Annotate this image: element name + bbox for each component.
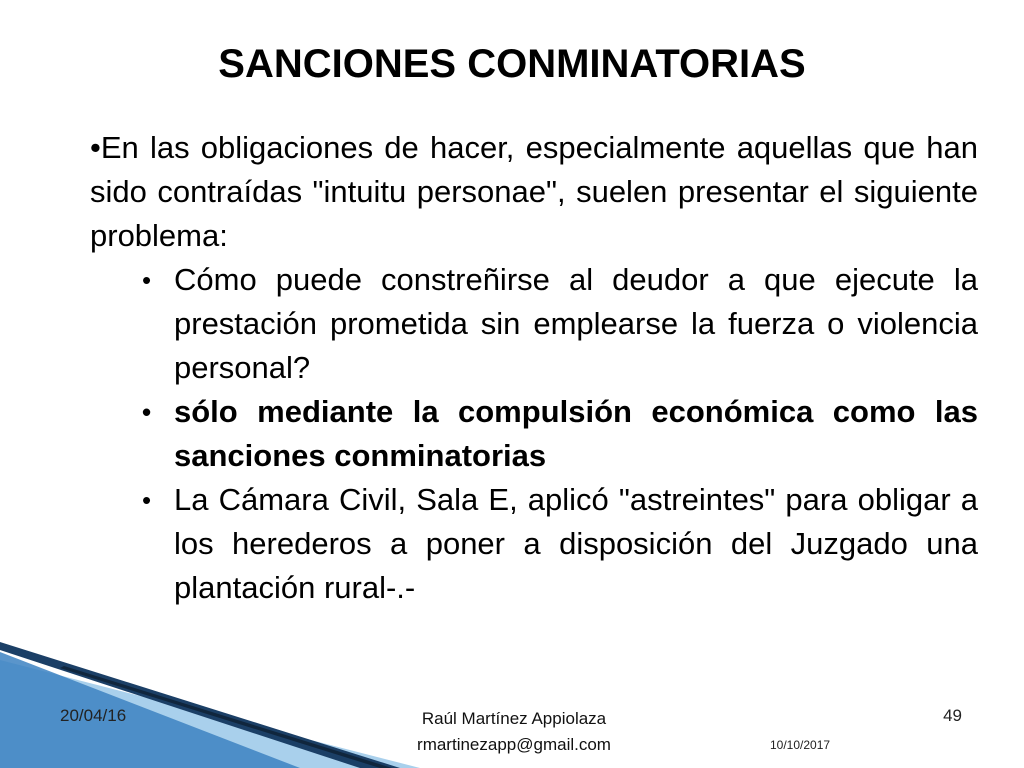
footer-stamp-date: 10/10/2017 (770, 738, 831, 752)
bullet-text: La Cámara Civil, Sala E, aplicó "astreintes" para obligar a los herederos a poner a disposición del Juzgado una plantación rural-.- (174, 482, 978, 605)
list-item (90, 478, 978, 610)
author-email: rmartinezapp@gmail.com (417, 735, 611, 754)
slide-title: SANCIONES CONMINATORIAS (218, 42, 806, 86)
list-item (90, 390, 978, 478)
slide-body (90, 126, 978, 610)
author-name: Raúl Martínez Appiolaza (421, 709, 607, 728)
bullet-icon: • (142, 485, 152, 515)
page-number: 49 (943, 706, 962, 725)
footer-author-block (374, 706, 654, 758)
bullet-icon: • (142, 265, 152, 295)
list-item (90, 258, 978, 390)
intro-paragraph: •En las obligaciones de hacer, especialmente aquellas que han sido contraídas "intuitu personae", suelen presentar el siguiente problema: (90, 130, 978, 253)
bullet-text: sólo mediante la compulsión económica como las sanciones conminatorias (174, 394, 978, 473)
bullet-text: Cómo puede constreñirse al deudor a que ejecute la prestación prometida sin emplearse la fuerza o violencia personal? (174, 262, 978, 385)
footer-date: 20/04/16 (60, 706, 127, 725)
bullet-list (90, 258, 978, 610)
bullet-icon: • (142, 397, 152, 427)
